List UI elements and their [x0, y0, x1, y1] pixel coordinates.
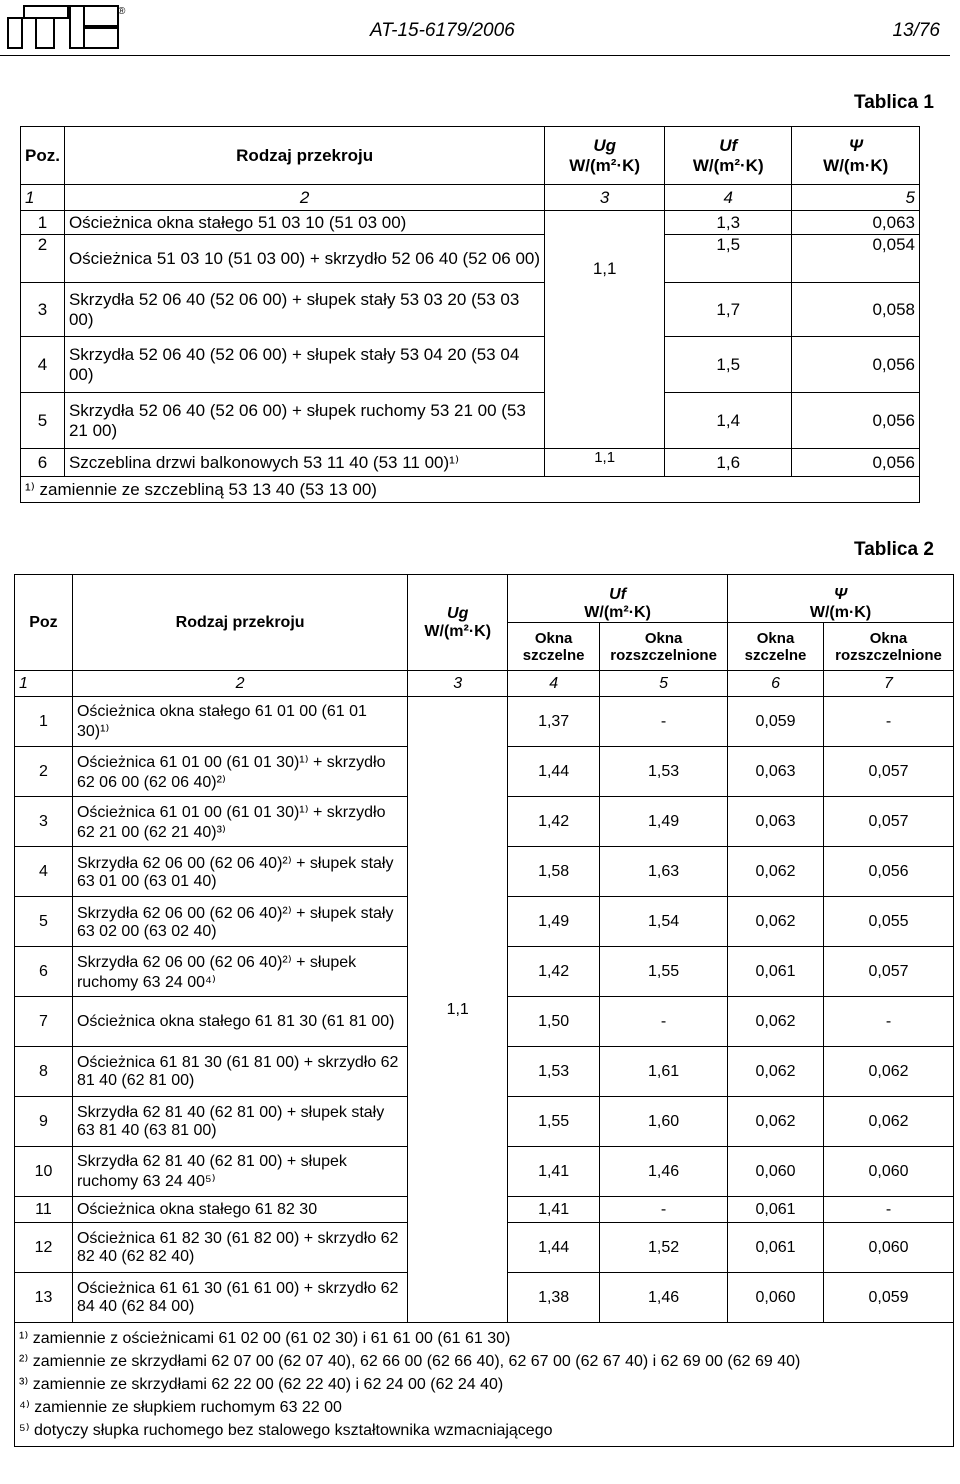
- cell-psi-szczelne: 0,061: [728, 1223, 824, 1273]
- colnum: 1: [15, 671, 73, 697]
- colnum: 4: [508, 671, 600, 697]
- cell-poz: 2: [21, 235, 65, 283]
- cell-poz: 10: [15, 1147, 73, 1197]
- cell-psi-rozszczelnione: 0,062: [823, 1047, 953, 1097]
- colnum: 2: [72, 671, 407, 697]
- document-number: AT-15-6179/2006: [370, 20, 515, 41]
- cell-poz: 4: [21, 337, 65, 393]
- cell-uf-szczelne: 1,49: [508, 897, 600, 947]
- colnum: 2: [64, 185, 544, 211]
- cell-uf-szczelne: 1,37: [508, 697, 600, 747]
- cell-name: Skrzydła 62 06 00 (62 06 40)²⁾ + słupek stały 63 02 00 (63 02 40): [72, 897, 407, 947]
- cell-psi-szczelne: 0,059: [728, 697, 824, 747]
- cell-psi-szczelne: 0,060: [728, 1147, 824, 1197]
- cell-psi-szczelne: 0,061: [728, 1197, 824, 1223]
- cell-psi-szczelne: 0,062: [728, 847, 824, 897]
- col-poz-header: Poz.: [21, 127, 65, 185]
- col-name-header: Rodzaj przekroju: [64, 127, 544, 185]
- cell-name: Ościeżnica 61 81 30 (61 81 00) + skrzydło 62 81 40 (62 81 00): [72, 1047, 407, 1097]
- cell-uf-rozszczelnione: 1,63: [600, 847, 728, 897]
- cell-psi: 0,056: [792, 449, 920, 477]
- itb-logo: [6, 4, 128, 50]
- table1-label: Tablica 1: [854, 92, 934, 113]
- cell-uf-rozszczelnione: 1,52: [600, 1223, 728, 1273]
- table2-header-row: [15, 575, 954, 623]
- col-uf-szczelne: Okna szczelne: [508, 623, 600, 671]
- cell-poz: 2: [15, 747, 73, 797]
- page-number: 13/76: [892, 20, 940, 41]
- cell-uf-szczelne: 1,44: [508, 747, 600, 797]
- cell-psi: 0,063: [792, 211, 920, 235]
- cell-uf-rozszczelnione: 1,54: [600, 897, 728, 947]
- cell-uf-szczelne: 1,41: [508, 1147, 600, 1197]
- table-row: [21, 211, 920, 235]
- colnum: 1: [21, 185, 65, 211]
- cell-psi-rozszczelnione: -: [823, 697, 953, 747]
- cell-uf-rozszczelnione: 1,46: [600, 1147, 728, 1197]
- col-psi-szczelne: Okna szczelne: [728, 623, 824, 671]
- cell-name: Ościeżnica 61 01 00 (61 01 30)¹⁾ + skrzydło 62 21 00 (62 21 40)³⁾: [72, 797, 407, 847]
- cell-name: Ościeżnica okna stałego 61 81 30 (61 81 00): [72, 997, 407, 1047]
- cell-name: Skrzydła 52 06 40 (52 06 00) + słupek stały 53 03 20 (53 03 00): [64, 283, 544, 337]
- col-uf-header: Uf W/(m²·K): [508, 575, 728, 623]
- cell-name: Ościeżnica okna stałego 61 01 00 (61 01 30)¹⁾: [72, 697, 407, 747]
- cell-psi-szczelne: 0,063: [728, 797, 824, 847]
- table2: [14, 574, 954, 1447]
- cell-ug-merged: 1,1: [408, 697, 508, 1323]
- cell-name: Ościeżnica 61 82 30 (61 82 00) + skrzydło 62 82 40 (62 82 40): [72, 1223, 407, 1273]
- cell-uf-szczelne: 1,53: [508, 1047, 600, 1097]
- colnum: 5: [792, 185, 920, 211]
- cell-poz: 1: [21, 211, 65, 235]
- cell-name: Ościeżnica 61 01 00 (61 01 30)¹⁾ + skrzydło 62 06 00 (62 06 40)²⁾: [72, 747, 407, 797]
- table-row: [21, 235, 920, 283]
- col-poz-header: Poz: [15, 575, 73, 671]
- cell-uf: 1,7: [664, 283, 792, 337]
- col-psi-rozszczelnione: Okna rozszczelnione: [823, 623, 953, 671]
- table-row: [21, 337, 920, 393]
- cell-name: Skrzydła 62 81 40 (62 81 00) + słupek stały 63 81 40 (63 81 00): [72, 1097, 407, 1147]
- cell-uf-rozszczelnione: 1,61: [600, 1047, 728, 1097]
- svg-text:®: ®: [118, 6, 126, 17]
- col-psi-header: Ψ W/(m·K): [792, 127, 920, 185]
- table1-header-row: [21, 127, 920, 185]
- cell-name: Szczeblina drzwi balkonowych 53 11 40 (53 11 00)¹⁾: [64, 449, 544, 477]
- cell-psi-rozszczelnione: 0,059: [823, 1273, 953, 1323]
- table1-colnum-row: [21, 185, 920, 211]
- cell-psi-rozszczelnione: 0,056: [823, 847, 953, 897]
- table-row: [21, 283, 920, 337]
- cell-name: Skrzydła 62 06 00 (62 06 40)²⁾ + słupek stały 63 01 00 (63 01 40): [72, 847, 407, 897]
- cell-poz: 3: [21, 283, 65, 337]
- header-rule: [0, 55, 950, 56]
- col-uf-header: Uf W/(m²·K): [664, 127, 792, 185]
- cell-psi-rozszczelnione: -: [823, 997, 953, 1047]
- footnote: ¹⁾ zamiennie ze szczebliną 53 13 40 (53 13 00): [21, 477, 920, 503]
- table2-body: [15, 697, 954, 1323]
- cell-uf-szczelne: 1,50: [508, 997, 600, 1047]
- cell-psi-szczelne: 0,060: [728, 1273, 824, 1323]
- cell-psi: 0,054: [792, 235, 920, 283]
- footnotes: [15, 1323, 954, 1447]
- cell-poz: 8: [15, 1047, 73, 1097]
- colnum: 4: [664, 185, 792, 211]
- table-row: [21, 393, 920, 449]
- cell-uf-rozszczelnione: -: [600, 997, 728, 1047]
- table-row: [21, 449, 920, 477]
- cell-poz: 5: [21, 393, 65, 449]
- cell-psi: 0,058: [792, 283, 920, 337]
- cell-psi-rozszczelnione: -: [823, 1197, 953, 1223]
- col-psi-header: Ψ W/(m·K): [728, 575, 954, 623]
- cell-poz: 13: [15, 1273, 73, 1323]
- col-ug-header: Ug W/(m²·K): [545, 127, 665, 185]
- table1: [20, 126, 920, 503]
- cell-uf-rozszczelnione: 1,46: [600, 1273, 728, 1323]
- cell-psi-rozszczelnione: 0,055: [823, 897, 953, 947]
- table-row: [15, 697, 954, 747]
- col-ug-header: Ug W/(m²·K): [408, 575, 508, 671]
- cell-psi-rozszczelnione: 0,057: [823, 947, 953, 997]
- cell-poz: 3: [15, 797, 73, 847]
- cell-uf-rozszczelnione: 1,53: [600, 747, 728, 797]
- cell-uf: 1,5: [664, 337, 792, 393]
- cell-name: Skrzydła 52 06 40 (52 06 00) + słupek stały 53 04 20 (53 04 00): [64, 337, 544, 393]
- cell-uf-rozszczelnione: 1,55: [600, 947, 728, 997]
- cell-uf-szczelne: 1,55: [508, 1097, 600, 1147]
- cell-uf-rozszczelnione: 1,49: [600, 797, 728, 847]
- cell-name: Ościeżnica 51 03 10 (51 03 00) + skrzydło 52 06 40 (52 06 00): [64, 235, 544, 283]
- cell-psi-szczelne: 0,062: [728, 1097, 824, 1147]
- cell-poz: 7: [15, 997, 73, 1047]
- cell-psi-rozszczelnione: 0,057: [823, 747, 953, 797]
- table2-label: Tablica 2: [854, 539, 934, 560]
- cell-poz: 9: [15, 1097, 73, 1147]
- cell-uf-rozszczelnione: -: [600, 1197, 728, 1223]
- cell-ug-merged: 1,1: [545, 211, 665, 449]
- cell-name: Ościeżnica 61 61 30 (61 61 00) + skrzydło 62 84 40 (62 84 00): [72, 1273, 407, 1323]
- cell-uf-szczelne: 1,41: [508, 1197, 600, 1223]
- cell-name: Skrzydła 52 06 40 (52 06 00) + słupek ruchomy 53 21 00 (53 21 00): [64, 393, 544, 449]
- cell-psi-szczelne: 0,062: [728, 897, 824, 947]
- cell-uf-rozszczelnione: 1,60: [600, 1097, 728, 1147]
- colnum: 5: [600, 671, 728, 697]
- cell-poz: 5: [15, 897, 73, 947]
- cell-uf: 1,5: [664, 235, 792, 283]
- table1-footnote-row: [21, 477, 920, 503]
- cell-uf-szczelne: 1,42: [508, 797, 600, 847]
- cell-psi-rozszczelnione: 0,062: [823, 1097, 953, 1147]
- colnum: 3: [545, 185, 665, 211]
- cell-poz: 6: [15, 947, 73, 997]
- colnum: 7: [823, 671, 953, 697]
- cell-poz: 6: [21, 449, 65, 477]
- cell-uf: 1,4: [664, 393, 792, 449]
- cell-psi-szczelne: 0,063: [728, 747, 824, 797]
- table2-footnotes-row: [15, 1323, 954, 1447]
- cell-name: Skrzydła 62 06 00 (62 06 40)²⁾ + słupek ruchomy 63 24 00⁴⁾: [72, 947, 407, 997]
- colnum: 6: [728, 671, 824, 697]
- cell-uf-szczelne: 1,44: [508, 1223, 600, 1273]
- cell-psi-szczelne: 0,062: [728, 1047, 824, 1097]
- colnum: 3: [408, 671, 508, 697]
- col-name-header: Rodzaj przekroju: [72, 575, 407, 671]
- cell-ug-bottom: 1,1: [545, 449, 665, 477]
- cell-uf-szczelne: 1,58: [508, 847, 600, 897]
- cell-psi: 0,056: [792, 337, 920, 393]
- page-header: [0, 0, 960, 60]
- cell-poz: 1: [15, 697, 73, 747]
- cell-psi-szczelne: 0,061: [728, 947, 824, 997]
- footnote: ⁴⁾ zamiennie ze słupkiem ruchomym 63 22 00: [19, 1399, 342, 1416]
- cell-uf: 1,3: [664, 211, 792, 235]
- cell-psi-rozszczelnione: 0,060: [823, 1223, 953, 1273]
- cell-uf-szczelne: 1,42: [508, 947, 600, 997]
- cell-poz: 12: [15, 1223, 73, 1273]
- table2-colnum-row: [15, 671, 954, 697]
- footnote: ⁵⁾ dotyczy słupka ruchomego bez stalowego kształtownika wzmacniającego: [19, 1422, 553, 1439]
- cell-poz: 4: [15, 847, 73, 897]
- cell-psi: 0,056: [792, 393, 920, 449]
- cell-psi-rozszczelnione: 0,057: [823, 797, 953, 847]
- footnote: ²⁾ zamiennie ze skrzydłami 62 07 00 (62 07 40), 62 66 00 (62 66 40), 62 67 00 (62 67 40) i 62 69 00 (62 69 40): [19, 1353, 801, 1370]
- cell-name: Ościeżnica okna stałego 51 03 10 (51 03 00): [64, 211, 544, 235]
- col-uf-rozszczelnione: Okna rozszczelnione: [600, 623, 728, 671]
- cell-name: Ościeżnica okna stałego 61 82 30: [72, 1197, 407, 1223]
- footnote: ¹⁾ zamiennie z ościeżnicami 61 02 00 (61 02 30) i 61 61 00 (61 61 30): [19, 1330, 511, 1347]
- cell-psi-rozszczelnione: 0,060: [823, 1147, 953, 1197]
- cell-name: Skrzydła 62 81 40 (62 81 00) + słupek ruchomy 63 24 40⁵⁾: [72, 1147, 407, 1197]
- cell-uf-rozszczelnione: -: [600, 697, 728, 747]
- footnote: ³⁾ zamiennie ze skrzydłami 62 22 00 (62 22 40) i 62 24 00 (62 24 40): [19, 1376, 504, 1393]
- cell-uf-szczelne: 1,38: [508, 1273, 600, 1323]
- cell-uf: 1,6: [664, 449, 792, 477]
- cell-poz: 11: [15, 1197, 73, 1223]
- cell-psi-szczelne: 0,062: [728, 997, 824, 1047]
